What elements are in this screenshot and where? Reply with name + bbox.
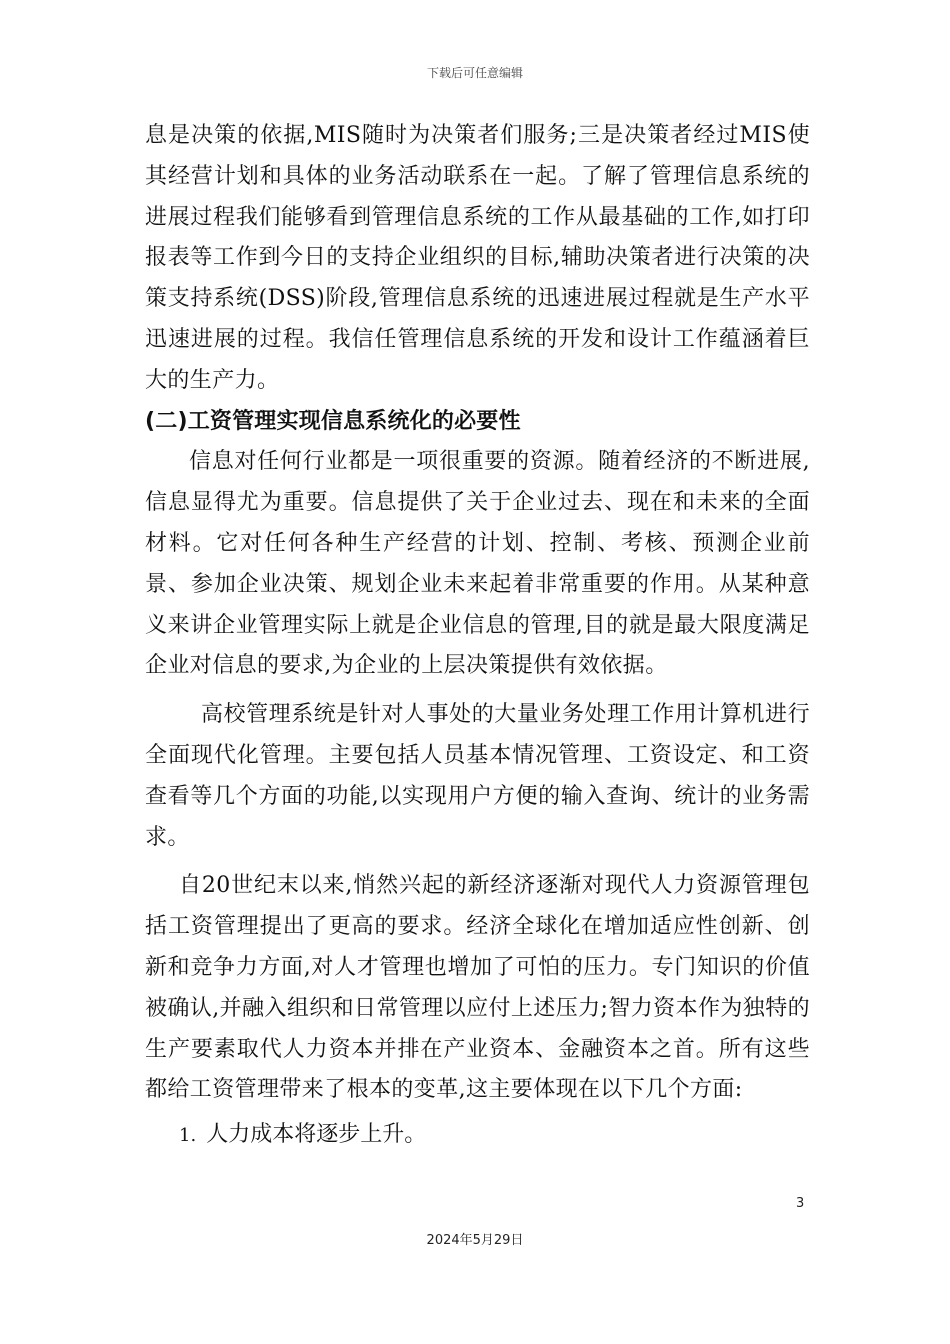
page-footer-date: 2024年5月29日 [426,1233,524,1248]
document-body [145,116,810,1156]
paragraph-information-importance: 信息对任何行业都是一项很重要的资源。随着经济的不断进展,信息显得尤为重要。信息提供了关于企业过去、现在和未来的全面材料。它对任何各种生产经营的计划、控制、考核、预测企业前景、参加企业决策、规划企业未来起着非常重要的作用。从某种意义来讲企业管理实际上就是企业信息的管理,目的就是最大限度满足企业对信息的要求,为企业的上层决策提供有效依据。 [145,449,810,679]
paragraph-new-economy: 自20世纪末以来,悄然兴起的新经济逐渐对现代人力资源管理包括工资管理提出了更高的要求。经济全球化在增加适应性创新、创新和竞争力方面,对人才管理也增加了可怕的压力。专门知识的价值被确认,并融入组织和日常管理以应付上述压力;智力资本作为独特的生产要素取代人力资本并排在产业资本、金融资本之首。所有这些都给工资管理带来了根本的变革,这主要体现在以下几个方面: [145,873,810,1103]
page-header: 下载后可任意编辑 [426,66,523,80]
paragraph-university-system: 高校管理系统是针对人事处的大量业务处理工作用计算机进行全面现代化管理。主要包括人员基本情况管理、工资设定、和工资查看等几个方面的功能,以实现用户方便的输入查询、统计的业务需求。 [145,702,810,850]
section-heading: (二)工资管理实现信息系统化的必要性 [145,408,521,434]
paragraph-gap [145,687,810,695]
list-item [145,1115,810,1156]
paragraph-gap [145,858,810,866]
page-number: 3 [796,1196,805,1211]
paragraph-mis-summary: 息是决策的依据,MIS随时为决策者们服务;三是决策者经过MIS使其经营计划和具体的业务活动联系在一起。了解了管理信息系统的进展过程我们能够看到管理信息系统的工作从最基础的工作,如打印报表等工作到今日的支持企业组织的目标,辅助决策者进行决策的决策支持系统(DSS)阶段,管理信息系统的迅速进展过程就是生产水平迅速进展的过程。我信任管理信息系统的开发和设计工作蕴涵着巨大的生产力。 [145,123,810,393]
list-item-text: 人力成本将逐步上升。 [206,1122,427,1148]
list-item-number: 1. [179,1125,197,1147]
